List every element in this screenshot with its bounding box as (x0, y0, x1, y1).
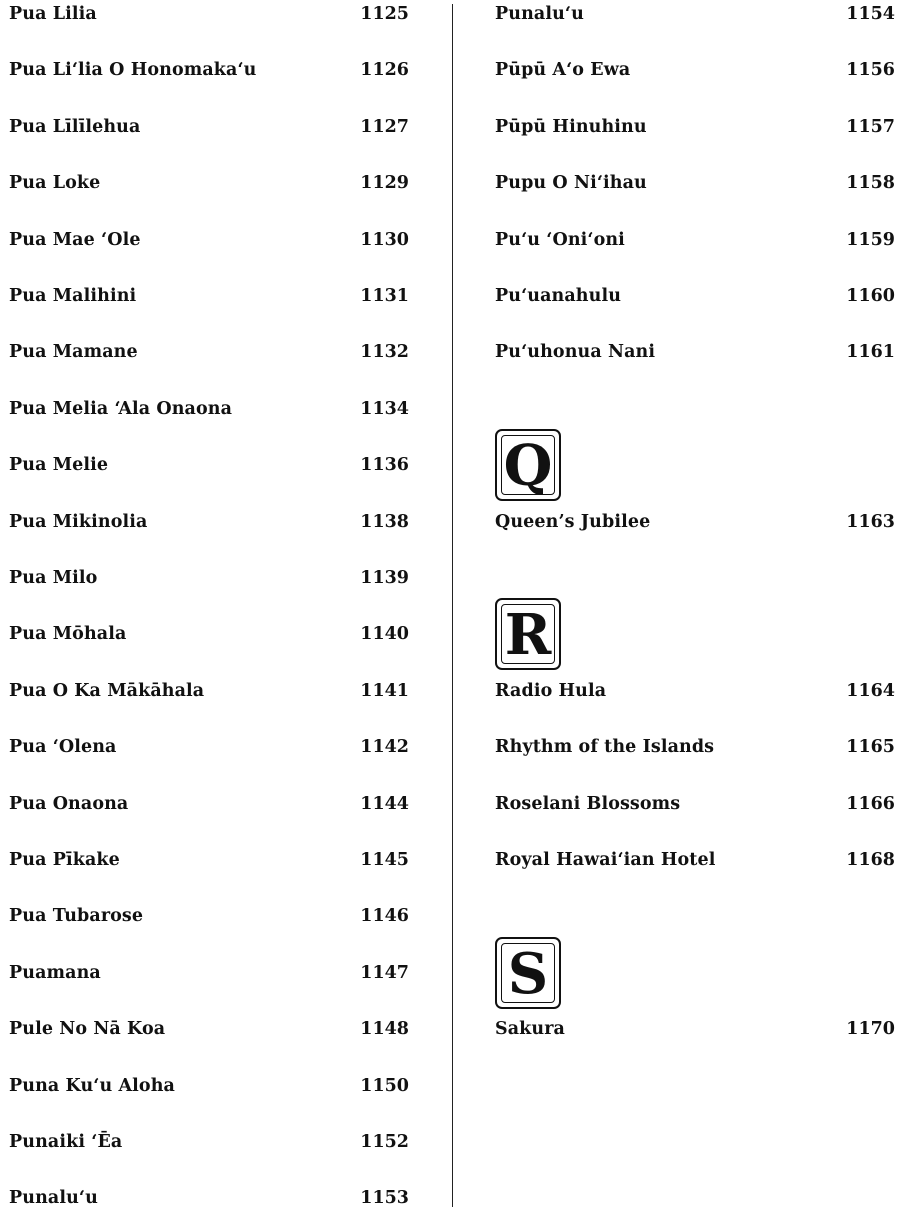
index-entry[interactable] (9, 676, 409, 706)
index-entry[interactable] (495, 281, 895, 311)
page-number: 1157 (846, 117, 895, 137)
index-entry[interactable] (9, 281, 409, 311)
song-title: Pua Onaona (9, 794, 129, 814)
page-number: 1170 (846, 1019, 895, 1039)
song-title: Radio Hula (495, 681, 607, 701)
page-number: 1160 (846, 286, 895, 306)
index-entry[interactable] (9, 168, 409, 198)
index-entry[interactable] (9, 112, 409, 142)
page-number: 1159 (846, 230, 895, 250)
index-entry[interactable] (495, 55, 895, 85)
index-entry[interactable] (495, 789, 895, 819)
index-entry[interactable] (495, 1014, 895, 1044)
page-number: 1150 (360, 1076, 409, 1096)
song-title: Pu‘u ‘Oni‘oni (495, 230, 625, 250)
section-letter: Q (503, 433, 553, 499)
song-title: Pua Loke (9, 173, 101, 193)
song-title: Pua Mōhala (9, 624, 127, 644)
index-entry[interactable] (9, 55, 409, 85)
song-title: Pūpū A‘o Ewa (495, 60, 631, 80)
song-title: Pua Melie (9, 455, 109, 475)
page-number: 1168 (846, 850, 895, 870)
section-letter-box (495, 429, 561, 501)
index-entry[interactable] (9, 450, 409, 480)
index-entry[interactable] (9, 337, 409, 367)
page-number: 1127 (360, 117, 409, 137)
song-title: Pua Mae ‘Ole (9, 230, 141, 250)
index-entry[interactable] (9, 958, 409, 988)
page-number: 1146 (360, 906, 409, 926)
song-title: Sakura (495, 1019, 565, 1039)
song-title: Pua Lilia (9, 4, 97, 24)
index-entry[interactable] (9, 901, 409, 931)
right-column (495, 0, 895, 1207)
song-title: Queen’s Jubilee (495, 512, 651, 532)
page-number: 1136 (360, 455, 409, 475)
song-title: Roselani Blossoms (495, 794, 681, 814)
song-title: Pua ‘Olena (9, 737, 117, 757)
page-number: 1134 (360, 399, 409, 419)
index-entry[interactable] (495, 168, 895, 198)
index-entry[interactable] (9, 0, 409, 29)
page-number: 1132 (360, 342, 409, 362)
column-divider (452, 4, 453, 1207)
page-number: 1161 (846, 342, 895, 362)
song-title: Pua O Ka Mākāhala (9, 681, 205, 701)
song-title: Puamana (9, 963, 101, 983)
song-title: Pua Pīkake (9, 850, 120, 870)
section-letter-box (495, 598, 561, 670)
index-entry[interactable] (9, 563, 409, 593)
page-number: 1125 (360, 4, 409, 24)
page-number: 1164 (846, 681, 895, 701)
song-title: Pua Mikinolia (9, 512, 148, 532)
index-entry[interactable] (495, 0, 895, 29)
page-number: 1140 (360, 624, 409, 644)
index-entry[interactable] (9, 394, 409, 424)
index-entry[interactable] (9, 789, 409, 819)
song-title: Pua Milo (9, 568, 98, 588)
page-number: 1147 (360, 963, 409, 983)
index-entry[interactable] (495, 337, 895, 367)
song-title: Royal Hawai‘ian Hotel (495, 850, 716, 870)
page-number: 1154 (846, 4, 895, 24)
index-entry[interactable] (9, 225, 409, 255)
index-entry[interactable] (9, 507, 409, 537)
section-letter: S (507, 941, 549, 1007)
index-entry[interactable] (9, 619, 409, 649)
index-entry[interactable] (495, 225, 895, 255)
song-title: Pua Malihini (9, 286, 137, 306)
song-title: Punalu‘u (495, 4, 584, 24)
page-number: 1138 (360, 512, 409, 532)
page-number: 1156 (846, 60, 895, 80)
song-title: Pūpū Hinuhinu (495, 117, 647, 137)
left-column (9, 0, 409, 1207)
index-entry[interactable] (495, 112, 895, 142)
song-title: Puna Ku‘u Aloha (9, 1076, 175, 1096)
song-title: Pule No Nā Koa (9, 1019, 166, 1039)
page-number: 1148 (360, 1019, 409, 1039)
page-number: 1153 (360, 1188, 409, 1208)
index-entry[interactable] (495, 845, 895, 875)
page-number: 1152 (360, 1132, 409, 1152)
page-number: 1144 (360, 794, 409, 814)
index-entry[interactable] (9, 1071, 409, 1101)
section-letter: R (504, 602, 552, 668)
song-title: Punaiki ‘Ēa (9, 1132, 123, 1152)
song-title: Pua Tubarose (9, 906, 144, 926)
page-number: 1141 (360, 681, 409, 701)
song-title: Pupu O Ni‘ihau (495, 173, 647, 193)
page-number: 1166 (846, 794, 895, 814)
song-title: Pu‘uanahulu (495, 286, 622, 306)
song-title: Pua Mamane (9, 342, 138, 362)
page-number: 1139 (360, 568, 409, 588)
song-title: Pua Li‘lia O Honomaka‘u (9, 60, 257, 80)
song-title: Rhythm of the Islands (495, 737, 715, 757)
song-title: Pua Melia ‘Ala Onaona (9, 399, 233, 419)
index-entry[interactable] (9, 1127, 409, 1157)
page-number: 1145 (360, 850, 409, 870)
page-number: 1163 (846, 512, 895, 532)
page-number: 1131 (360, 286, 409, 306)
page-number: 1130 (360, 230, 409, 250)
index-entry[interactable] (9, 732, 409, 762)
page-number: 1126 (360, 60, 409, 80)
song-title: Pu‘uhonua Nani (495, 342, 656, 362)
index-entry[interactable] (495, 676, 895, 706)
page-number: 1165 (846, 737, 895, 757)
song-title: Pua Līlīlehua (9, 117, 141, 137)
index-entry[interactable] (9, 845, 409, 875)
index-entry[interactable] (495, 507, 895, 537)
index-entry[interactable] (9, 1014, 409, 1044)
index-entry[interactable] (9, 1183, 409, 1213)
song-title: Punalu‘u (9, 1188, 98, 1208)
page-number: 1129 (360, 173, 409, 193)
page-number: 1142 (360, 737, 409, 757)
page-number: 1158 (846, 173, 895, 193)
section-letter-box (495, 937, 561, 1009)
index-entry[interactable] (495, 732, 895, 762)
